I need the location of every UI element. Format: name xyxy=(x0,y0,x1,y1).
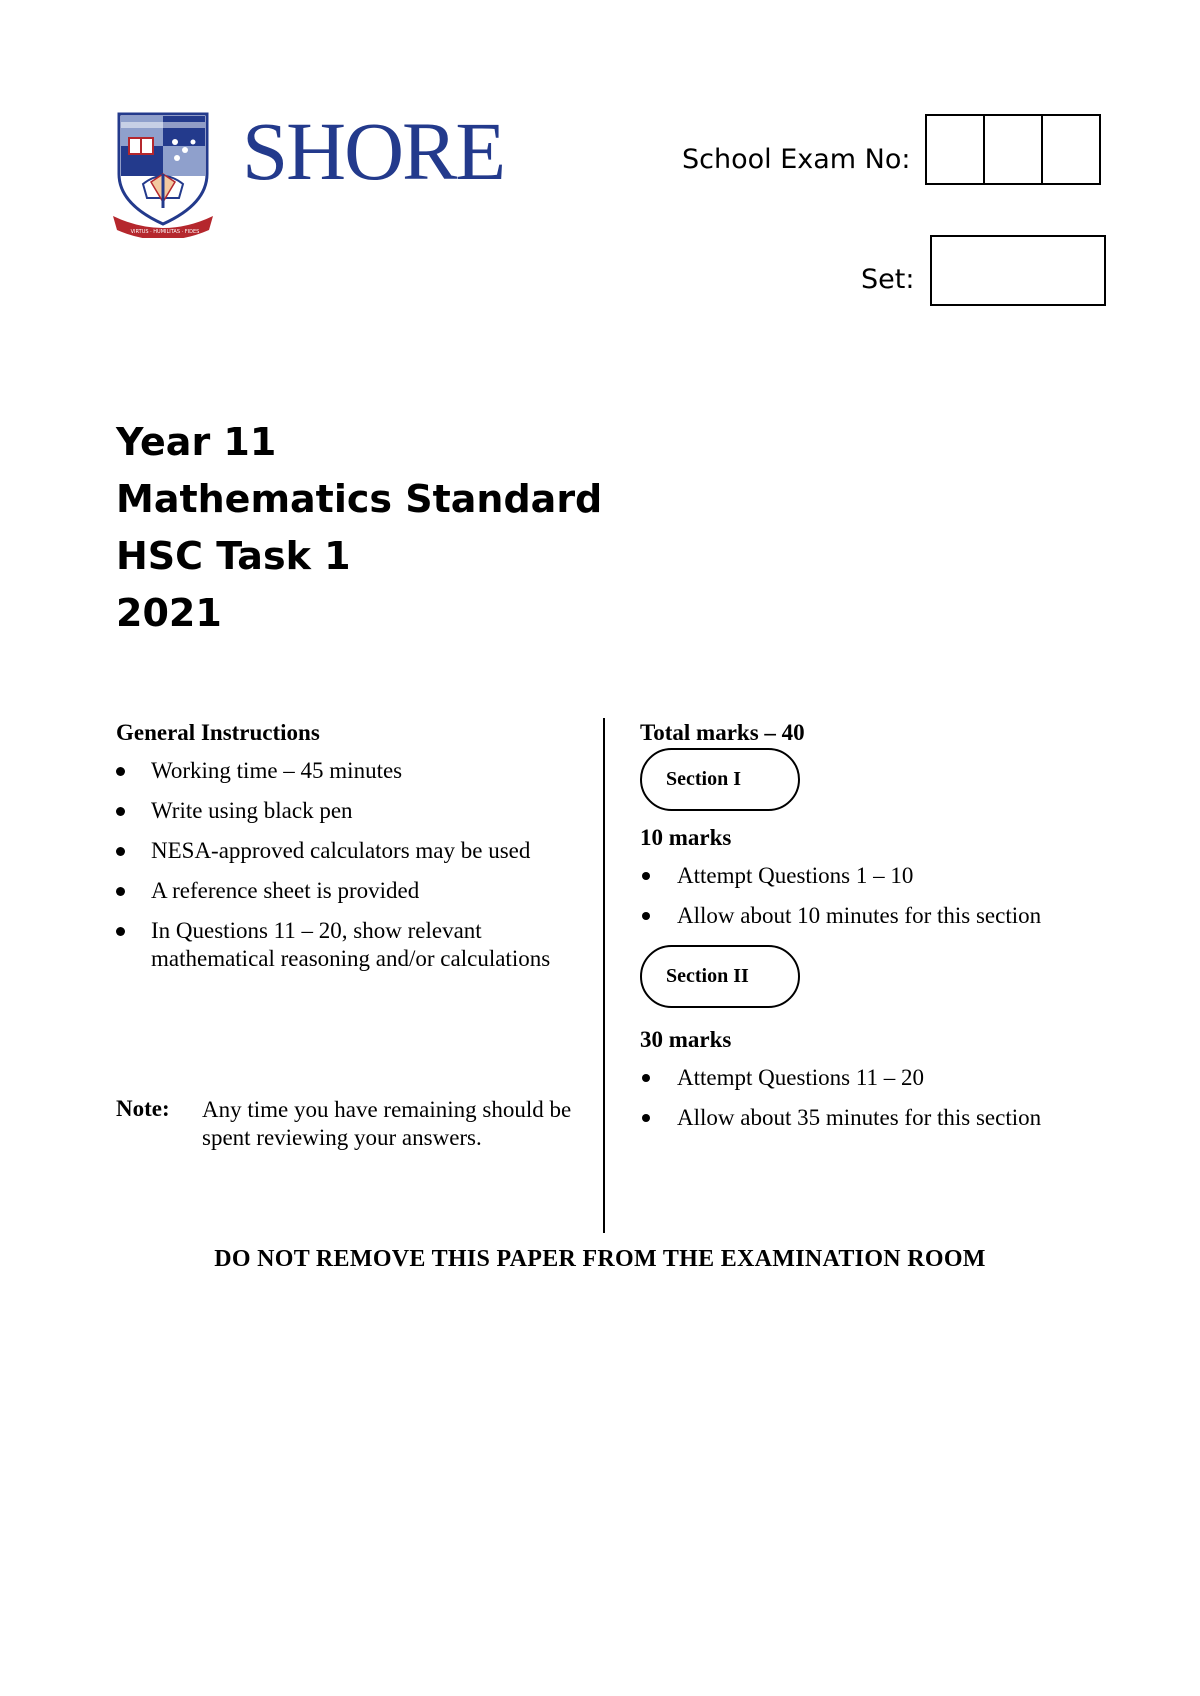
list-item: Attempt Questions 1 – 10 xyxy=(640,862,1100,890)
exam-number-digit-box[interactable] xyxy=(927,116,985,183)
title-year: Year 11 xyxy=(116,420,277,464)
crest-motto: VIRTUS · HUMILITAS · FIDES xyxy=(130,229,200,235)
section-1-instructions xyxy=(640,862,1100,942)
total-marks: Total marks – 40 xyxy=(640,720,805,745)
title-task: HSC Task 1 xyxy=(116,534,351,578)
list-item: A reference sheet is provided xyxy=(116,877,586,905)
note-text: Any time you have remaining should be spent reviewing your answers. xyxy=(202,1097,572,1150)
school-crest-logo xyxy=(113,112,213,238)
title-date: 2021 xyxy=(116,591,222,635)
school-name-logo: SHORE xyxy=(242,105,505,197)
list-item: In Questions 11 – 20, show relevant mathematical reasoning and/or calculations xyxy=(116,917,586,973)
list-item: Allow about 10 minutes for this section xyxy=(640,902,1100,930)
title-subject: Mathematics Standard xyxy=(116,477,603,521)
section-1-badge: Section I xyxy=(640,748,800,811)
section-1-marks: 10 marks xyxy=(640,825,732,850)
list-item: Working time – 45 minutes xyxy=(116,757,586,785)
footer-warning: DO NOT REMOVE THIS PAPER FROM THE EXAMINATION ROOM xyxy=(214,1246,986,1272)
list-item: Attempt Questions 11 – 20 xyxy=(640,1064,1100,1092)
paper-title xyxy=(116,414,602,642)
exam-number-boxes xyxy=(925,114,1101,185)
exam-number-digit-box[interactable] xyxy=(985,116,1043,183)
list-item: Write using black pen xyxy=(116,797,586,825)
general-instructions-list xyxy=(116,757,586,985)
set-label: Set: xyxy=(861,264,915,295)
exam-number-digit-box[interactable] xyxy=(1043,116,1099,183)
section-2-marks: 30 marks xyxy=(640,1027,732,1052)
note-label: Note: xyxy=(116,1096,170,1121)
section-2-badge: Section II xyxy=(640,945,800,1008)
set-box[interactable] xyxy=(930,235,1106,306)
column-divider xyxy=(603,718,605,1233)
section-2-instructions xyxy=(640,1064,1100,1144)
list-item: NESA-approved calculators may be used xyxy=(116,837,586,865)
list-item: Allow about 35 minutes for this section xyxy=(640,1104,1100,1132)
general-instructions-heading: General Instructions xyxy=(116,720,320,745)
exam-number-label: School Exam No: xyxy=(682,144,911,175)
